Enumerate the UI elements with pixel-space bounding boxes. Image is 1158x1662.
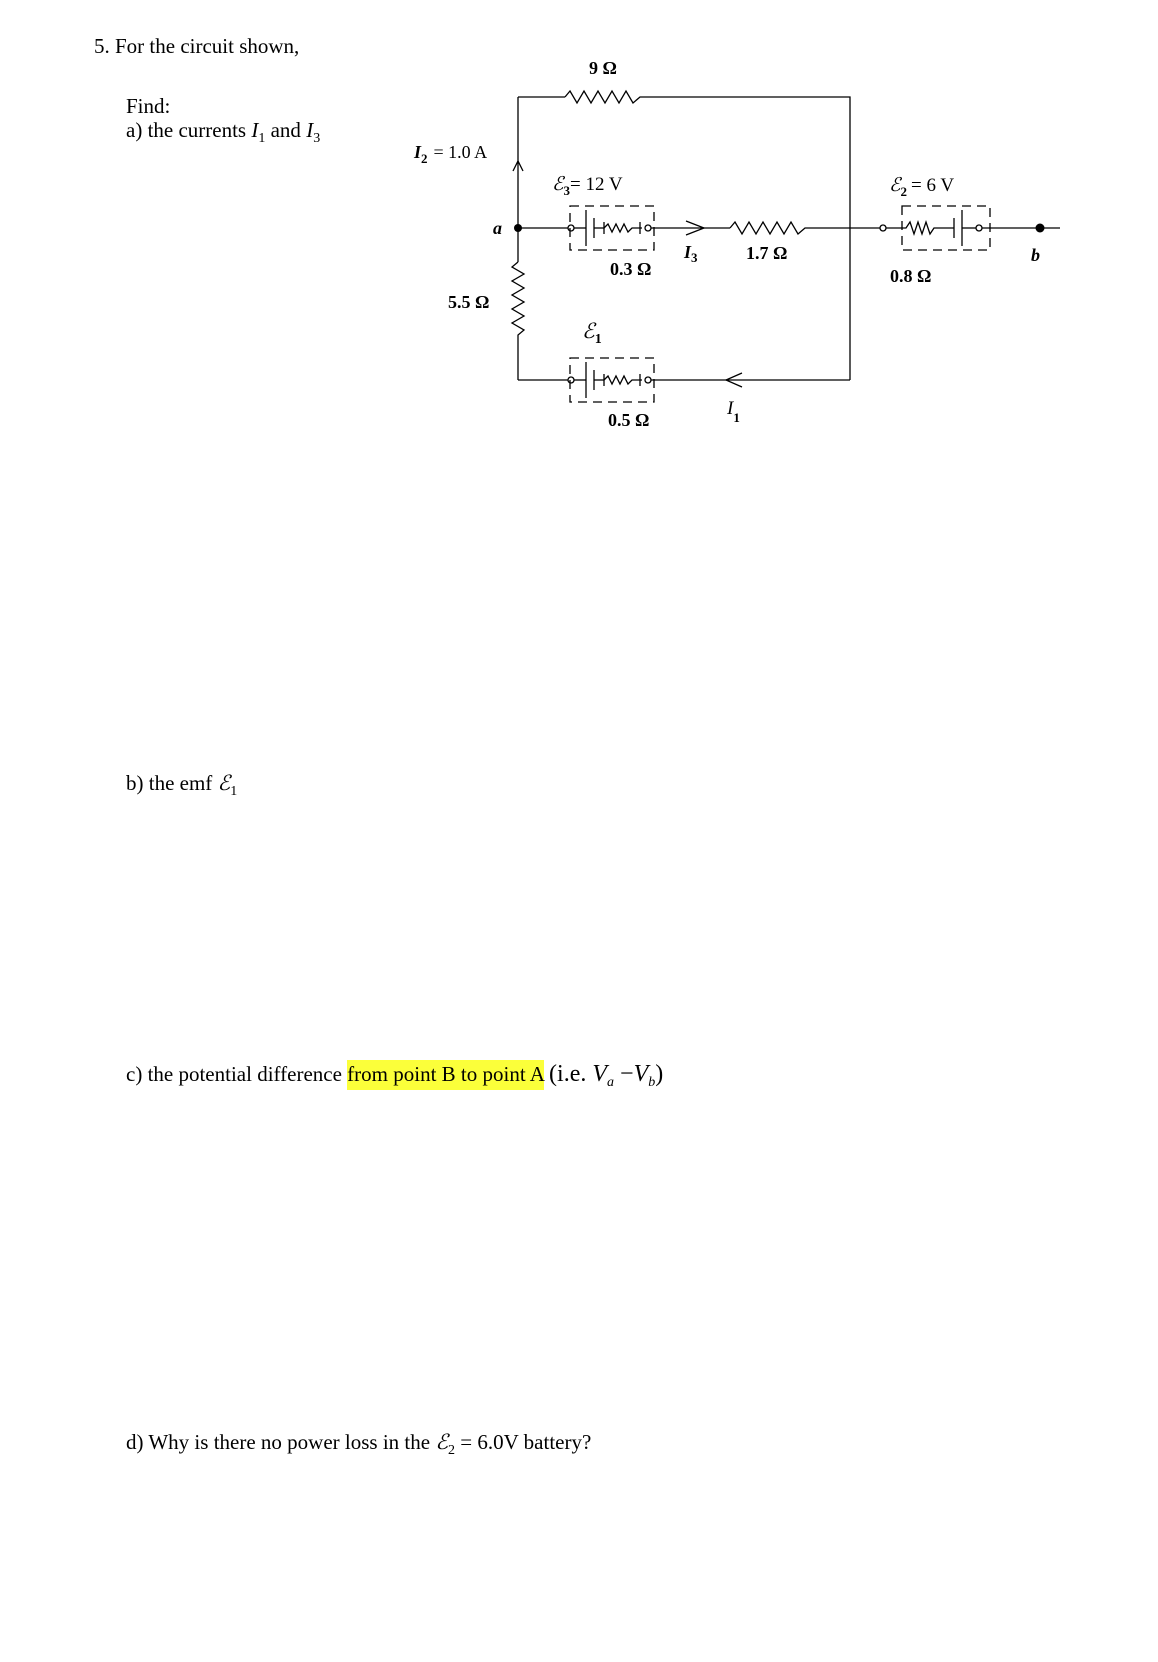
part-c-vb-sub: b	[648, 1075, 656, 1090]
part-c-expr-open: (i.e.	[549, 1061, 587, 1087]
label-e2-sym: ℰ	[889, 175, 901, 196]
label-e3-sym: ℰ	[552, 174, 564, 195]
part-a-var2: I	[306, 118, 314, 142]
label-e3	[552, 174, 623, 198]
node-b	[1036, 224, 1045, 233]
wire-top-right	[647, 97, 850, 380]
terminal-e2-left	[880, 225, 886, 231]
part-b-symbol: ℰ	[217, 771, 231, 795]
part-b-sub: 1	[230, 784, 238, 799]
label-node-b: b	[1031, 245, 1040, 265]
label-i2	[413, 142, 487, 166]
part-c-prefix: c) the potential difference	[126, 1062, 342, 1086]
label-i1-sub: 1	[733, 410, 740, 425]
terminal-e3-right	[645, 225, 651, 231]
find-label: Find:	[126, 94, 171, 118]
label-i2-var: I	[414, 142, 422, 162]
part-c-va: V	[592, 1061, 608, 1087]
label-i2-sub: 2	[421, 151, 428, 166]
part-c-va-sub: a	[607, 1075, 615, 1090]
part-a-mid: and	[270, 118, 301, 142]
part-d-sub: 2	[448, 1443, 456, 1458]
label-i2-val: = 1.0 A	[433, 142, 488, 162]
e3-internal-resistor	[604, 224, 642, 232]
label-i3-var: I	[684, 242, 692, 262]
label-e2-val: = 6 V	[911, 175, 955, 196]
label-e3-val: = 12 V	[570, 174, 623, 195]
part-d-symbol: ℰ	[435, 1430, 449, 1454]
e1-internal-resistor	[604, 376, 642, 384]
part-a-var1: I	[251, 118, 259, 142]
label-r-left: 5.5 Ω	[448, 292, 490, 312]
resistor-1-7ohm	[730, 222, 880, 234]
label-r-e1: 0.5 Ω	[608, 410, 650, 430]
label-i3	[683, 242, 698, 265]
label-node-a: a	[493, 218, 502, 238]
label-i1	[726, 398, 740, 425]
part-c-vb: V	[633, 1061, 649, 1087]
e2-internal-resistor	[886, 222, 954, 234]
terminal-e1-right	[645, 377, 651, 383]
label-e2	[889, 175, 954, 199]
label-e1-sub: 1	[594, 332, 602, 347]
label-e2-sub: 2	[900, 184, 908, 199]
part-c-highlight: from point B to point A	[347, 1060, 544, 1090]
terminal-e2-right	[976, 225, 982, 231]
label-r-mid: 1.7 Ω	[746, 243, 788, 263]
node-a	[514, 224, 522, 232]
label-r-e2: 0.8 Ω	[890, 266, 932, 286]
part-a-sub1: 1	[258, 131, 266, 146]
label-e1-sym: ℰ	[582, 319, 595, 343]
resistor-9ohm	[565, 91, 647, 103]
part-b-prefix: b) the emf	[126, 771, 213, 795]
label-i3-sub: 3	[691, 250, 698, 265]
part-c-expr-close: )	[655, 1061, 664, 1087]
problem-header: 5. For the circuit shown,	[94, 34, 300, 58]
part-d-suffix: = 6.0V battery?	[460, 1430, 592, 1454]
label-r-e3: 0.3 Ω	[610, 259, 652, 279]
label-e3-sub: 3	[563, 183, 571, 198]
resistor-5-5ohm	[512, 262, 524, 380]
part-c-minus: −	[620, 1061, 634, 1087]
part-a-prefix: a) the currents	[126, 118, 247, 142]
label-e1	[582, 319, 602, 347]
label-i1-var: I	[727, 398, 734, 419]
part-d-prefix: d) Why is there no power loss in the	[126, 1430, 431, 1454]
terminal-e1-left	[568, 377, 574, 383]
part-a-sub2: 3	[313, 131, 321, 146]
terminal-e3-left	[568, 225, 574, 231]
label-r-top: 9 Ω	[589, 58, 617, 78]
